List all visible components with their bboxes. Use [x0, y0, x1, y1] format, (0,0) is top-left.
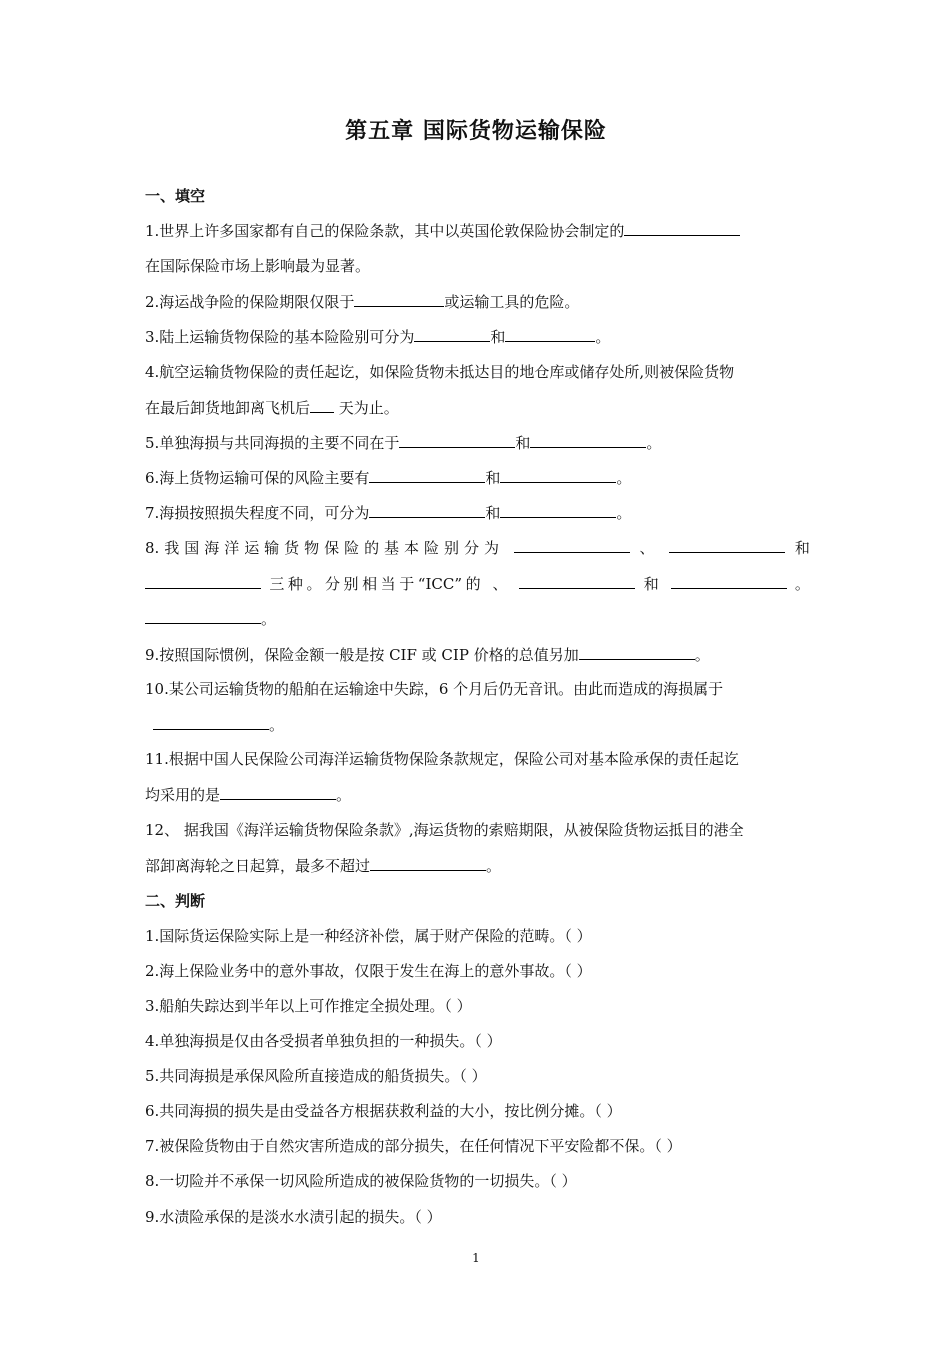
- answer-blank[interactable]: [505, 326, 595, 342]
- question-4-line-2: [145, 397, 810, 418]
- question-text: 5.单独海损与共同海损的主要不同在于: [145, 434, 400, 452]
- answer-blank[interactable]: [500, 502, 616, 518]
- answer-blank[interactable]: [370, 855, 486, 871]
- question-text: 和: [485, 504, 501, 522]
- question-6: [145, 467, 810, 488]
- question-text: 和: [490, 328, 506, 346]
- answer-blank[interactable]: [530, 432, 646, 448]
- question-text: 3.陆上运输货物保险的基本险险别可分为: [145, 328, 415, 346]
- question-5: [145, 432, 810, 453]
- question-text: 天为止。: [334, 399, 399, 417]
- answer-blank[interactable]: [414, 326, 490, 342]
- question-text: 。: [269, 716, 285, 734]
- answer-blank[interactable]: [153, 714, 269, 730]
- question-text: 6.海上货物运输可保的风险主要有: [145, 469, 370, 487]
- question-text: 9.按照国际惯例，保险金额一般是按 CIF 或 CIP 价格的总值另加: [145, 646, 579, 664]
- question-text: 7.海损按照损失程度不同，可分为: [145, 504, 370, 522]
- question-text: 。: [486, 857, 502, 875]
- judgement-item: 7.被保险货物由于自然灾害所造成的部分损失，在任何情况下平安险都不保。（ ）: [145, 1137, 682, 1155]
- question-text: 。: [794, 575, 810, 593]
- question-text: 。: [261, 610, 277, 628]
- question-10-line-1: 10.某公司运输货物的船舶在运输途中失踪，6 个月后仍无音讯。由此而造成的海损属于: [145, 680, 724, 698]
- judgement-item: 8.一切险并不承保一切风险所造成的被保险货物的一切损失。（ ）: [145, 1172, 577, 1190]
- judgement-item: 5.共同海损是承保风险所直接造成的船货损失。（ ）: [145, 1067, 487, 1085]
- answer-blank[interactable]: [369, 467, 485, 483]
- question-8-line-2: [145, 573, 810, 594]
- question-text: 、: [492, 575, 512, 593]
- question-12-line-1: 12、 据我国《海洋运输货物保险条款》,海运货物的索赔期限，从被保险货物运抵目的港全: [145, 821, 744, 839]
- judgement-item: 3.船舶失踪达到半年以上可作推定全损处理。（ ）: [145, 997, 472, 1015]
- answer-blank[interactable]: [399, 432, 515, 448]
- answer-blank[interactable]: [519, 573, 635, 589]
- question-text: 。: [595, 328, 611, 346]
- answer-blank[interactable]: [369, 502, 485, 518]
- answer-blank[interactable]: [669, 537, 785, 553]
- question-11-line-1: 11.根据中国人民保险公司海洋运输货物保险条款规定，保险公司对基本险承保的责任起讫: [145, 750, 739, 768]
- question-text: 。: [616, 469, 632, 487]
- question-10-line-2: [145, 714, 810, 735]
- question-text: 和: [485, 469, 501, 487]
- question-8-line-3: [145, 608, 810, 629]
- question-1-line-2: 在国际保险市场上影响最为显著。: [145, 257, 371, 275]
- question-text: 8.我国海洋运输货物保险的基本险别分为: [145, 539, 504, 557]
- judgement-item: 9.水渍险承保的是淡水水渍引起的损失。（ ）: [145, 1208, 442, 1226]
- judgement-item: 1.国际货运保险实际上是一种经济补偿，属于财产保险的范畴。（ ）: [145, 927, 592, 945]
- judgement-item: 2.海上保险业务中的意外事故，仅限于发生在海上的意外事故。（ ）: [145, 962, 592, 980]
- question-11-line-2: [145, 784, 810, 805]
- question-text: 三种。分别相当于“ICC”的: [269, 575, 485, 593]
- answer-blank[interactable]: [145, 573, 261, 589]
- judgement-item: 6.共同海损的损失是由受益各方根据获救利益的大小，按比例分摊。（ ）: [145, 1102, 622, 1120]
- question-text: 部卸离海轮之日起算，最多不超过: [145, 857, 371, 875]
- question-text: 和: [515, 434, 531, 452]
- question-text: 均采用的是: [145, 786, 221, 804]
- question-12-line-2: [145, 855, 810, 876]
- question-text: 和: [643, 575, 663, 593]
- question-8-line-1: [145, 537, 810, 558]
- answer-blank[interactable]: [514, 537, 630, 553]
- question-text: 。: [646, 434, 662, 452]
- question-2: [145, 291, 810, 312]
- judgement-item: 4.单独海损是仅由各受损者单独负担的一种损失。（ ）: [145, 1032, 502, 1050]
- question-3: [145, 326, 810, 347]
- question-text: 。: [694, 646, 710, 664]
- answer-blank[interactable]: [145, 608, 261, 624]
- question-text: 在最后卸货地卸离飞机后: [145, 399, 311, 417]
- answer-blank[interactable]: [671, 573, 787, 589]
- question-text: 2.海运战争险的保险期限仅限于: [145, 293, 355, 311]
- answer-blank[interactable]: [354, 291, 444, 307]
- question-text: 1.世界上许多国家都有自己的保险条款，其中以英国伦敦保险协会制定的: [145, 222, 625, 240]
- answer-blank[interactable]: [220, 784, 336, 800]
- question-1-line-1: [145, 220, 810, 241]
- section-heading-fill-blank: 一、填空: [145, 187, 206, 205]
- question-4-line-1: 4.航空运输货物保险的责任起讫，如保险货物未抵达目的地仓库或储存处所,则被保险货物: [145, 363, 735, 381]
- answer-blank[interactable]: [624, 220, 740, 236]
- question-7: [145, 502, 810, 523]
- answer-blank[interactable]: [500, 467, 616, 483]
- question-text: 和: [794, 539, 810, 557]
- question-text: 。: [336, 786, 352, 804]
- page-title: 第五章 国际货物运输保险: [345, 119, 607, 144]
- section-heading-true-false: 二、判断: [145, 892, 206, 910]
- question-text: 或运输工具的危险。: [444, 293, 580, 311]
- page-number: 1: [472, 1251, 480, 1265]
- question-text: 。: [616, 504, 632, 522]
- answer-blank[interactable]: [579, 644, 695, 660]
- answer-blank[interactable]: [310, 397, 334, 413]
- question-text: 、: [639, 539, 660, 557]
- question-9: [145, 644, 810, 665]
